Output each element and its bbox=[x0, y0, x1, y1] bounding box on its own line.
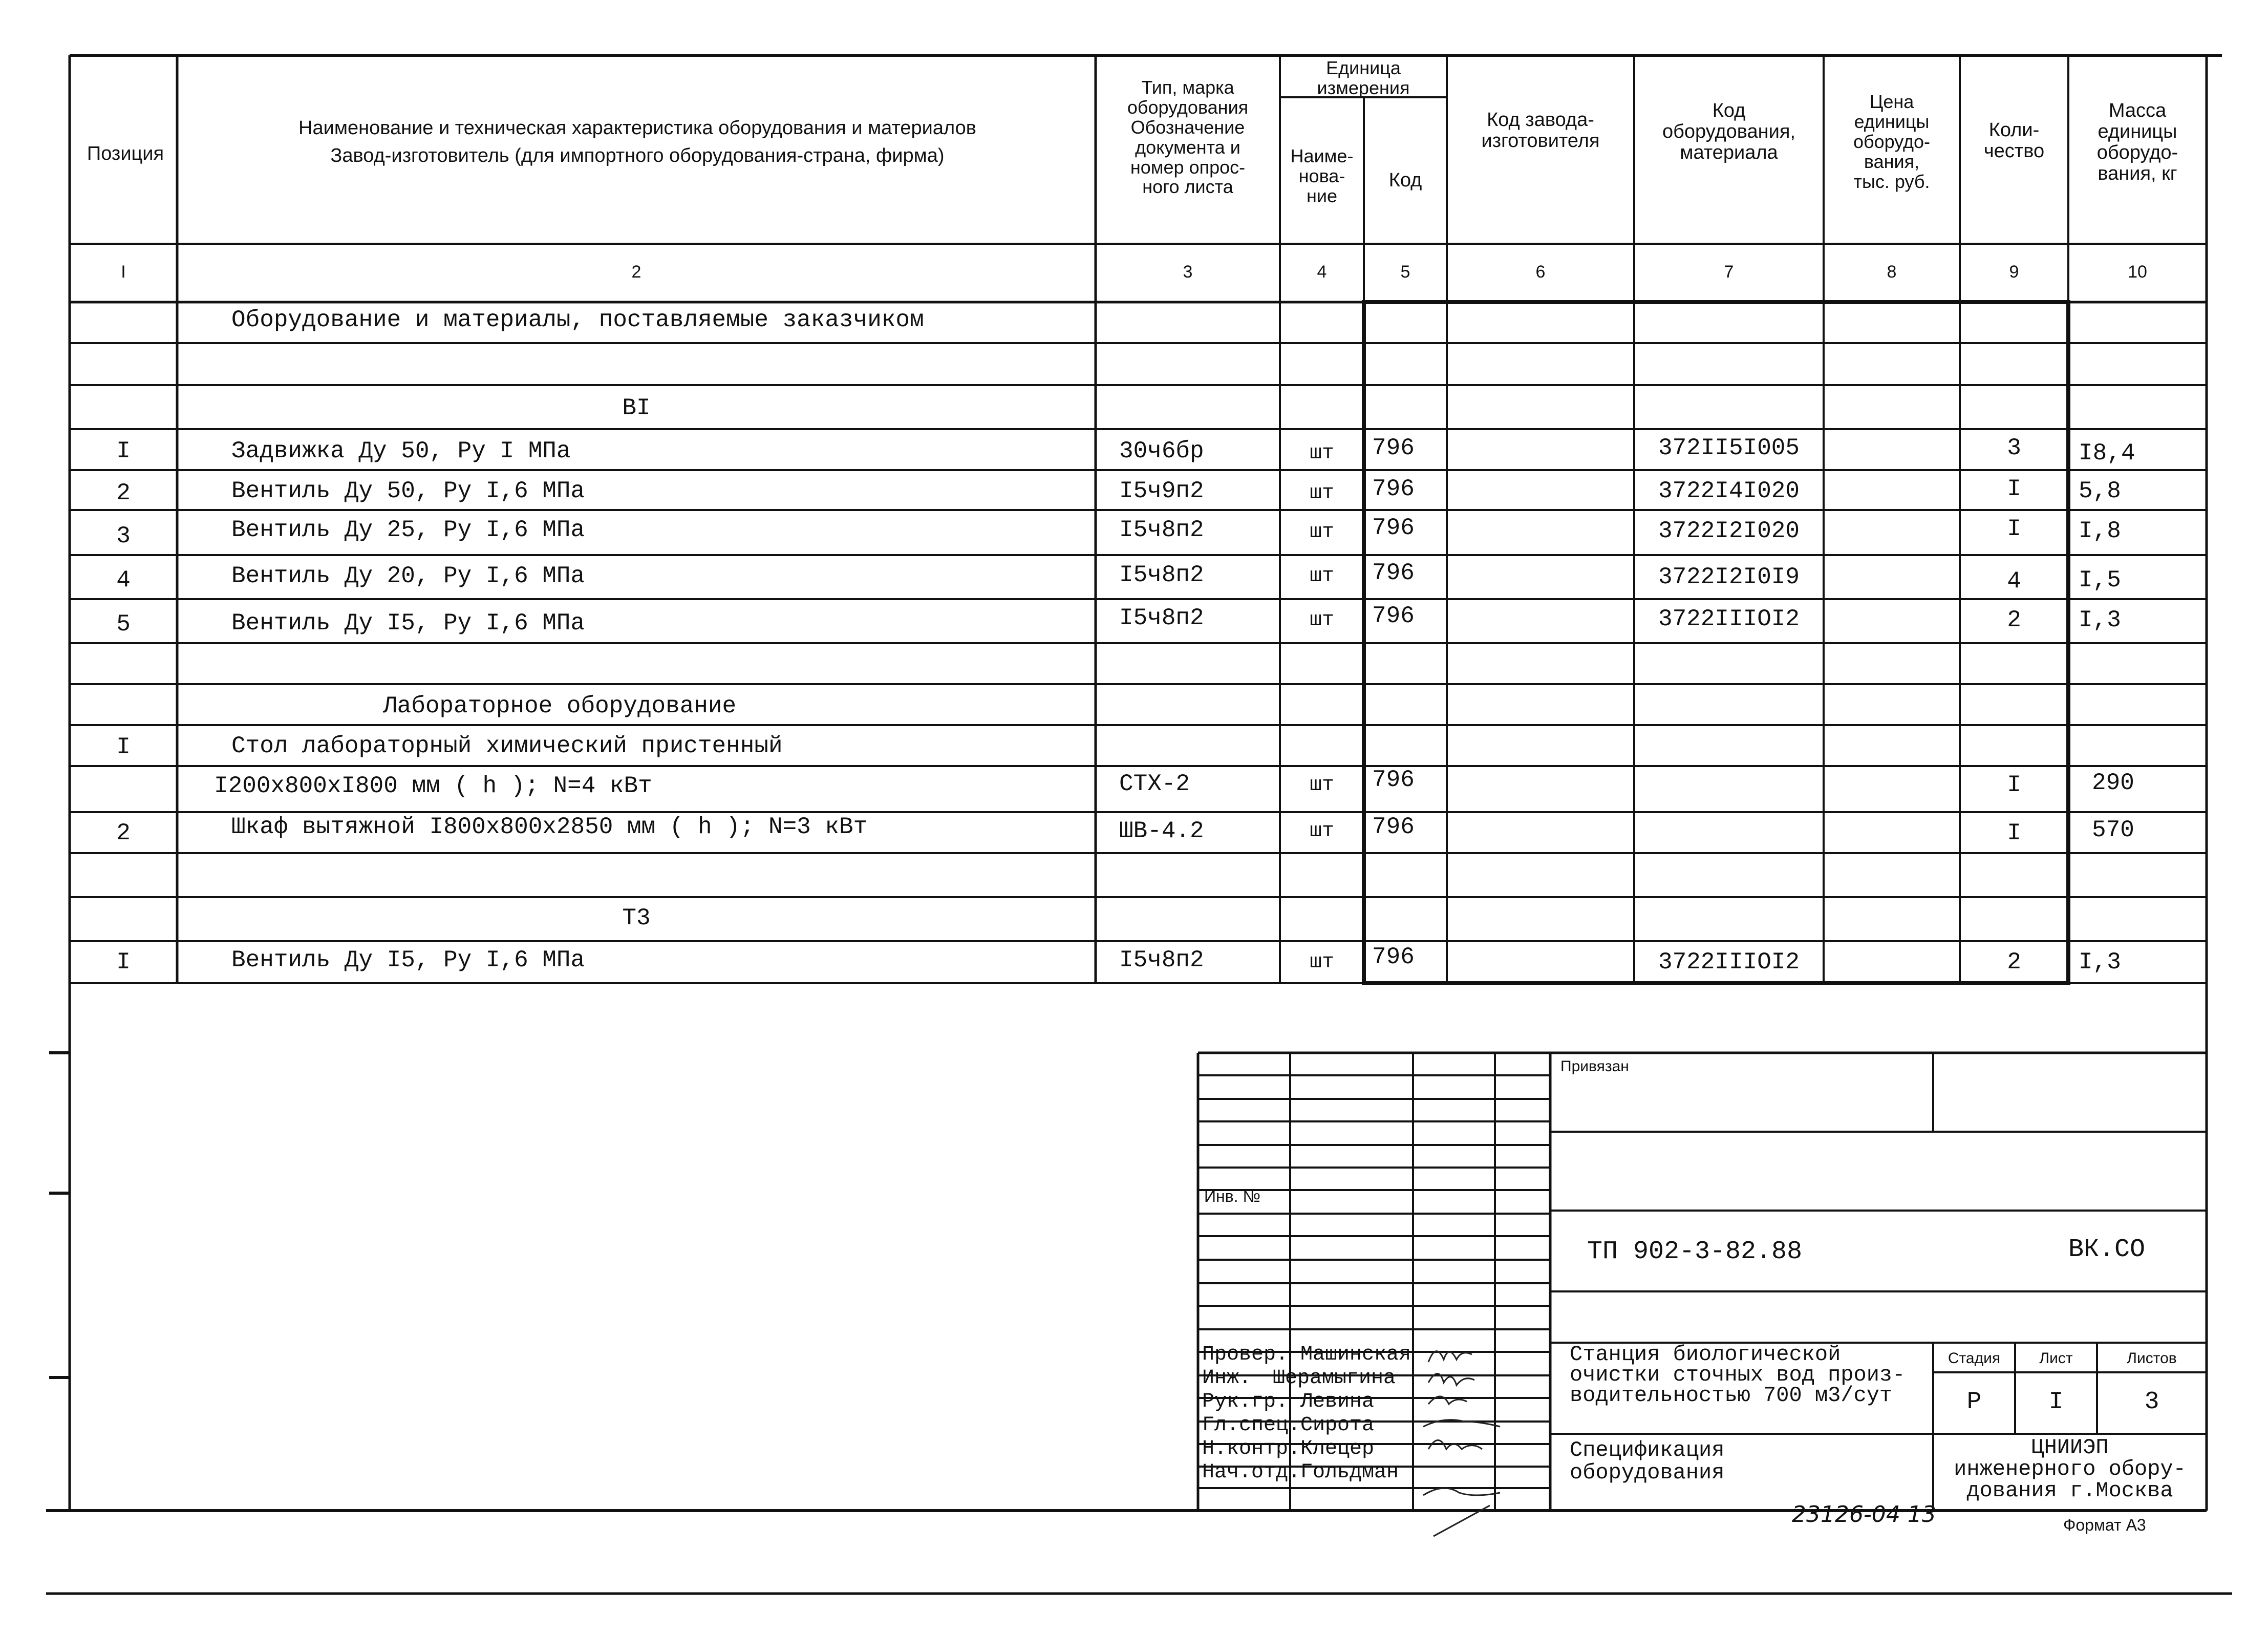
header-factory-code: Код завода- изготовителя bbox=[1481, 109, 1600, 152]
sheet-label: Лист bbox=[2039, 1350, 2073, 1367]
row-name: Шкаф вытяжной I800x800x2850 мм ( h ); N=3 кВт bbox=[231, 814, 868, 840]
row-position: 4 bbox=[116, 567, 131, 593]
signature-role: Нач.отд. bbox=[1202, 1461, 1301, 1484]
row-name: Вентиль Ду 25, Ру I,6 МПа bbox=[231, 517, 585, 543]
row-unit-code: 796 bbox=[1372, 603, 1415, 629]
column-number-5: 5 bbox=[1400, 262, 1410, 282]
row-unit: шт bbox=[1309, 521, 1334, 544]
stage-value: Р bbox=[1966, 1388, 1982, 1416]
row-name: Вентиль Ду I5, Ру I,6 МПа bbox=[231, 947, 585, 973]
row-mass: I,5 bbox=[2079, 567, 2121, 593]
sheets-value: 3 bbox=[2144, 1388, 2159, 1416]
row-name: Вентиль Ду I5, Ру I,6 МПа bbox=[231, 610, 585, 637]
signature-name: Сирота bbox=[1300, 1414, 1375, 1437]
column-number-2: 2 bbox=[631, 262, 641, 282]
row-material-code: 372II5I005 bbox=[1658, 435, 1800, 461]
header-name-line2: Завод-изготовитель (для импортного оборудования-страна, фирма) bbox=[330, 145, 945, 166]
signature-role: Н.контр. bbox=[1202, 1437, 1301, 1460]
header-quantity: Коли- чество bbox=[1983, 119, 2045, 162]
row-position: 2 bbox=[116, 820, 131, 846]
row-unit: шт bbox=[1309, 951, 1334, 974]
signature-name: Машинская bbox=[1300, 1343, 1411, 1366]
row-quantity: I bbox=[2007, 772, 2021, 798]
row-unit-code: 796 bbox=[1372, 515, 1415, 541]
column-number-3: 3 bbox=[1183, 262, 1193, 282]
row-mass: I,3 bbox=[2079, 607, 2121, 633]
row-type: I5ч9п2 bbox=[1119, 478, 1204, 504]
row-name: Стол лабораторный химический пристенный bbox=[231, 733, 783, 759]
row-material-code: 3722I2I020 bbox=[1658, 518, 1800, 544]
row-type: I5ч8п2 bbox=[1119, 605, 1204, 631]
row-name: I200x800xI800 мм ( h ); N=4 кВт bbox=[214, 773, 652, 799]
row-unit-code: 796 bbox=[1372, 814, 1415, 840]
header-name-line1: Наименование и техническая характеристика оборудования и материалов bbox=[298, 117, 976, 139]
signature-role: Гл.спец. bbox=[1202, 1414, 1301, 1437]
header-type: Тип, марка оборудования Обозначение документа и номер опрос- ного листа bbox=[1127, 77, 1249, 198]
row-material-code: 3722IIIOI2 bbox=[1658, 606, 1800, 632]
header-material-code: Код оборудования, материала bbox=[1662, 100, 1796, 164]
row-unit: шт bbox=[1309, 565, 1334, 588]
row-mass: 290 bbox=[2092, 770, 2134, 796]
header-unit-code: Код bbox=[1388, 169, 1422, 191]
row-unit: шт bbox=[1309, 609, 1334, 632]
row-unit-code: 796 bbox=[1372, 476, 1415, 502]
row-type: 30ч6бр bbox=[1119, 438, 1204, 464]
row-name: Вентиль Ду 20, Ру I,6 МПа bbox=[231, 563, 585, 589]
row-quantity: I bbox=[2007, 820, 2021, 846]
row-position: I bbox=[116, 438, 131, 464]
stage-label: Стадия bbox=[1948, 1350, 2001, 1367]
project-title: Станция биологической очистки сточных вод произ- водительностью 700 м3/сут bbox=[1570, 1342, 1906, 1408]
row-position: 2 bbox=[116, 480, 131, 506]
row-unit-code: 796 bbox=[1372, 767, 1415, 793]
row-name: Задвижка Ду 50, Ру I МПа bbox=[231, 438, 571, 464]
row-position: I bbox=[116, 949, 131, 975]
row-quantity: I bbox=[2007, 476, 2021, 502]
lab-section-title: Лабораторное оборудование bbox=[383, 693, 737, 719]
row-quantity: 3 bbox=[2007, 435, 2021, 461]
row-quantity: I bbox=[2007, 516, 2021, 542]
sheet-title: Спецификация оборудования bbox=[1570, 1438, 1725, 1486]
row-quantity: 2 bbox=[2007, 607, 2021, 633]
header-unit-name: Наиме- нова- ние bbox=[1290, 145, 1354, 206]
row-quantity: 2 bbox=[2007, 949, 2021, 975]
signature-role: Рук.гр. bbox=[1202, 1390, 1289, 1413]
row-mass: 5,8 bbox=[2079, 478, 2121, 504]
row-unit-code: 796 bbox=[1372, 944, 1415, 970]
privyazan-label: Привязан bbox=[1560, 1058, 1629, 1075]
signature-role: Провер. bbox=[1202, 1343, 1289, 1366]
row-type: СТХ-2 bbox=[1119, 771, 1190, 797]
archive-stamp: 23126-04 13 bbox=[1792, 1501, 1936, 1528]
row-quantity: 4 bbox=[2007, 568, 2021, 595]
section-title: Оборудование и материалы, поставляемые заказчиком bbox=[231, 307, 924, 333]
header-mass: Масса единицы оборудо- вания, кг bbox=[2096, 100, 2178, 185]
row-unit: шт bbox=[1309, 442, 1334, 465]
signature-role: Инж. bbox=[1202, 1367, 1252, 1390]
system-label-t3: Т3 bbox=[622, 905, 651, 931]
row-unit-code: 796 bbox=[1372, 560, 1415, 586]
row-name: Вентиль Ду 50, Ру I,6 МПа bbox=[231, 478, 585, 504]
header-unit-group: Единица измерения bbox=[1317, 57, 1410, 98]
row-material-code: 3722I4I020 bbox=[1658, 478, 1800, 504]
row-type: I5ч8п2 bbox=[1119, 947, 1204, 973]
header-position: Позиция bbox=[87, 143, 164, 164]
signature-name: Шерамыгина bbox=[1273, 1367, 1396, 1390]
signature-name: Гольдман bbox=[1300, 1461, 1399, 1484]
row-mass: I,8 bbox=[2079, 518, 2121, 544]
row-type: I5ч8п2 bbox=[1119, 517, 1204, 543]
column-number-8: 8 bbox=[1887, 262, 1897, 282]
row-unit: шт bbox=[1309, 482, 1334, 505]
document-number: ТП 902-3-82.88 bbox=[1587, 1237, 1803, 1266]
column-number-10: 10 bbox=[2128, 262, 2147, 282]
row-position: 3 bbox=[116, 523, 131, 549]
row-mass: I,3 bbox=[2079, 949, 2121, 975]
row-type: ШВ-4.2 bbox=[1119, 818, 1204, 844]
row-material-code: 3722I2I0I9 bbox=[1658, 564, 1800, 590]
row-mass: 570 bbox=[2092, 817, 2134, 843]
column-number-1: I bbox=[121, 262, 126, 282]
column-number-9: 9 bbox=[2009, 262, 2019, 282]
signature-name: Клецер bbox=[1300, 1437, 1375, 1460]
system-label: BI bbox=[622, 395, 651, 421]
column-number-6: 6 bbox=[1535, 262, 1546, 282]
row-position: I bbox=[116, 734, 131, 760]
row-type: I5ч8п2 bbox=[1119, 562, 1204, 588]
document-code: ВК.СО bbox=[2068, 1235, 2146, 1264]
signature-name: Левина bbox=[1300, 1390, 1375, 1413]
header-price: Цена единицы оборудо- вания, тыс. руб. bbox=[1853, 91, 1931, 192]
row-position: 5 bbox=[116, 611, 131, 638]
row-unit: шт bbox=[1309, 774, 1334, 797]
sheets-label: Листов bbox=[2127, 1350, 2177, 1367]
column-number-7: 7 bbox=[1724, 262, 1734, 282]
row-material-code: 3722IIIOI2 bbox=[1658, 949, 1800, 975]
organization: ЦНИИЭП инженерного обору- дования г.Москва bbox=[1954, 1435, 2186, 1503]
paper-format: Формат А3 bbox=[2063, 1516, 2146, 1534]
sheet-value: I bbox=[2048, 1388, 2064, 1416]
row-unit-code: 796 bbox=[1372, 435, 1415, 461]
row-unit: шт bbox=[1309, 820, 1334, 843]
column-number-4: 4 bbox=[1317, 262, 1327, 282]
row-mass: I8,4 bbox=[2079, 440, 2135, 466]
inv-number-label: Инв. № bbox=[1204, 1187, 1260, 1205]
